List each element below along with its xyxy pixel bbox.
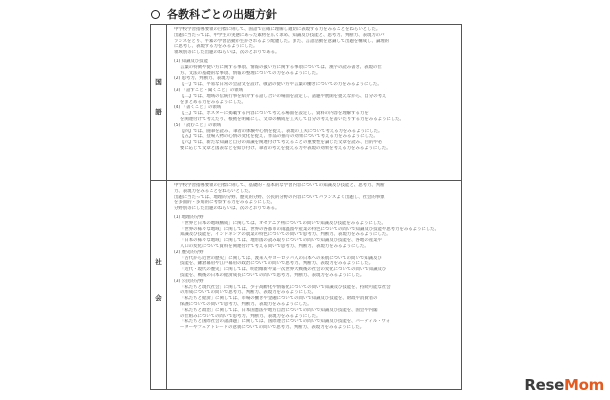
page-title: 各教科ごとの出題方針 [167,8,277,21]
text-line: 保護についての問いで思考力、判断力、表現力をみるようにした。 [180,301,312,307]
text-line: ーターやフェアトレードの意義についての問いで思考力、判断力、表現力をみるようにした。 [180,325,365,331]
text-line: 言葉の特徴や使い方に関する事項、情報の扱い方に関する事項については、漢字の読み書き、表現の仕 [180,64,382,70]
subject-char: 会 [155,294,162,302]
text-line: ランスをとり、平素の学習活動が生かされるよう配慮した。また、言語活動を意識して出題を構成し、論理的 [174,38,390,44]
section-text [168,183,458,388]
text-line: 分野別等にした出題のねらいは、次のとおりである。 [174,206,280,212]
text-line: を関連付けて考えたり、根拠を明確にし、文章の構成を工夫して自分の考えを書いたりする力をみるようにした。 [180,116,404,122]
text-line: (3) 「話すこと・聞くこと」の領域 [174,87,244,93]
text-line: 方、文法の基礎的な事項、情報の整理についての力をみるようにした。 [180,70,321,76]
text-line: 【二】では、地域の伝統行事を紹介する話し合いの場面を設定し、話題や展開を捉えながら、自分の考え [180,93,387,99]
text-line: 中学校学習指導要領の目標に則して、国語で正確に理解し適切に表現する力をみることをねらいとした。 [174,27,381,32]
text-line: を多面的・多角的に考察する力をみるようにした。 [174,200,275,206]
text-line: の仕組みについての問いで思考力、判断力、表現力をみるようにした。 [180,313,321,319]
text-line: (2) 歴史的分野 [174,249,204,255]
text-line: 出題に当たっては、地理的分野、歴史的分野、公民的分野の内容についてバランスよく出題し、社会的事象 [174,194,385,200]
logo-text: Rese [524,376,565,394]
section-shakai [151,181,461,390]
text-line: をまとめる力をみるようにした。 [180,99,246,105]
text-line: 【一】では、平易な日常の会話文を設け、敬語の使い方や言葉の働きについての力をみるようにした。 [180,82,382,88]
text-line: 「私たちと現代社会」に関しては、少子高齢化や情報化についての問いで知識及び技能を、持続可能な社会 [180,284,391,290]
subject-column [151,25,167,180]
resemom-logo [524,376,604,394]
text-line: (1) 知識及び技能 [174,58,208,64]
text-line: 技能を、戦後の日本の経済成長についての問いで思考力、判断力、表現力をみるようにした。 [180,272,365,278]
text-line: 人口の変化について資料を関連付けて考える問いで思考力、判断力、表現力をみるようにした。 [180,243,369,249]
text-line: 「私たちと経済」に関しては、市場の働きや金融についての問いで知識及び技能を、財政や消費者の [180,296,378,302]
text-line: (2) 思考力、判断力、表現力等 [174,76,235,82]
text-line: 出題に当たっては、中学生の実態にあった素材を広く求め、知識及び技能と、思考力、判断力、表現力のバ [174,32,385,38]
text-line: 【三】では、ポスターに掲載する内容について考える場面を設定し、資料の内容を理解する力を [180,111,369,117]
text-line: 「私たちと国際社会の諸課題」に関しては、国際連合についての問いで知識及び技能を、パーティル・ウォ [180,319,391,325]
text-line: 中学校学習指導要領の目標に則して、基礎的・基本的な学習内容についての知識及び技能と、思考力、判断 [174,183,385,188]
subject-char: 語 [155,108,162,116]
text-line: (1) 地理的分野 [174,214,204,220]
page-heading [151,6,277,22]
text-line: 「近代・現代の歴史」に関しては、明治維新や第一次世界大戦後の社会の変化についての問いで知識及び [180,267,387,273]
text-line: 「世界と日本の地域構成」に関しては、オセアニア州についての問いで知識及び技能をみるようにした。 [180,220,386,226]
text-line: (3) 公民的分野 [174,278,204,284]
subject-char: 国 [155,78,162,86]
text-line: 「古代から近世の歴史」に関しては、渡来人やヨーロッパ人の日本への来航についての問いで知識及び [180,255,382,261]
text-line: 「世界の様々な地域」に関しては、世界の各都市の雨温図や産業の特色についての問いで知識及び技能や思考力をみるようにした。 [180,226,439,232]
subject-column [151,181,167,390]
text-line: 【六】では、新たな知識と自分の知識を関連付けて考えることの重要性を論じた文章を読み、目的や必 [180,140,383,146]
text-line: 「日本の様々な地域」に関しては、地形図の読み取りについての問いで知識及び技能を、各地の産業や [180,238,382,244]
text-line: 知識及び技能を、インドネシアの農業の特色についての問いで思考力、判断力、表現力をみるようにした。 [180,232,391,238]
text-line: に思考し、表現する力をみるようにした。 [174,44,258,50]
circle-icon [151,10,160,19]
text-line: 「私たちと政治」に関しては、日本国憲法や地方自治についての問いで知識及び技能を、国会や内閣 [180,307,378,313]
subject-char: 社 [155,258,162,266]
text-line: 【四】では、随筆を読み、筆者の体験や心情を捉え、表現の工夫について考える力をみるようにした。 [180,128,383,134]
section-kokugo [151,25,461,181]
text-line: 領域別等にした出題のねらいは、次のとおりである。 [174,50,280,56]
text-line: (5) 「読むこと」の領域 [174,122,222,128]
text-line: の形成についての問いで思考力、判断力、表現力をみるようにした。 [180,290,317,296]
text-line: 技能を、鎌倉幕府や江戸幕府の政治についての問いで思考力、判断力、表現力をみるようにした。 [180,261,374,267]
logo-text-accent: Mom [564,376,604,394]
policy-table [150,24,462,390]
text-line: 【五】では、登場人物の心情の変化を捉え、作品の描写の効果について考える力をみるようにした。 [180,134,378,140]
section-text [168,27,458,178]
text-line: 力、表現力をみることをねらいとした。 [174,188,254,194]
text-line: 要に応じて文章と図表などを結び付け、筆者の考えを捉える力や表現の効果を考える力をみるようにした。 [180,145,391,151]
text-line: (4) 「書くこと」の領域 [174,105,222,111]
